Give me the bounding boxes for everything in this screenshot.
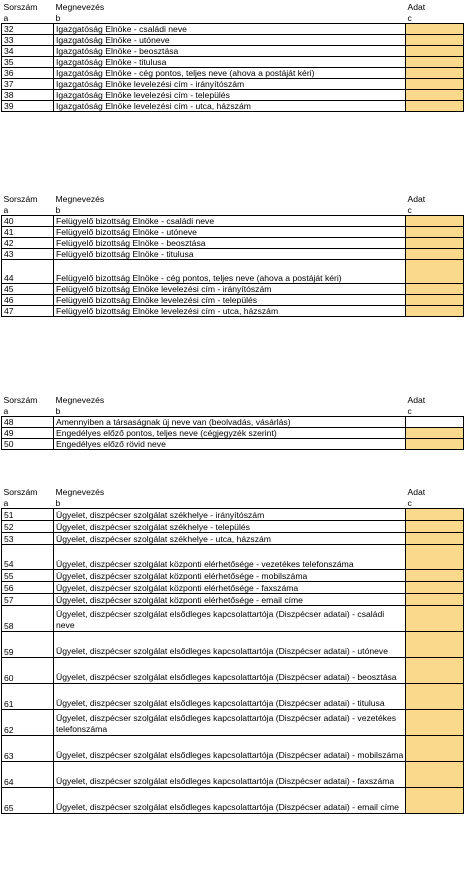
row-label: Amennyiben a társaságnak új neve van (beolvadás, vásárlás) xyxy=(54,416,406,427)
row-label: Ügyelet, diszpécser szolgálat elsődleges kapcsolattartója (Diszpécser adatai) - mobilszáma xyxy=(54,735,406,761)
row-label: Felügyelő bizottság Elnöke levelezési cím - település xyxy=(54,294,406,305)
row-label: Igazgatóság Elnöke - beosztása xyxy=(54,45,406,56)
col-header-megnevezes: Megnevezés xyxy=(55,2,105,12)
row-label: Igazgatóság Elnöke levelezési cím - utca, házszám xyxy=(54,100,406,111)
row-number: 50 xyxy=(2,438,54,449)
col-header-sorszam: Sorszám xyxy=(3,194,38,204)
adat-input-cell[interactable] xyxy=(406,544,464,569)
table-row xyxy=(2,294,464,305)
adat-input-cell[interactable] xyxy=(406,593,464,605)
section-elozo-nev xyxy=(1,393,463,450)
table-row xyxy=(2,283,464,294)
row-number: 39 xyxy=(2,100,54,111)
adat-input-cell[interactable] xyxy=(406,508,464,520)
row-number: 49 xyxy=(2,427,54,438)
adat-input-cell[interactable] xyxy=(406,427,464,438)
row-label: Felügyelő bizottság Elnöke - családi neve xyxy=(54,215,406,226)
section-ugyelet xyxy=(1,485,463,814)
adat-input-cell[interactable] xyxy=(406,520,464,532)
row-number: 54 xyxy=(2,544,54,569)
col-header-adat: Adat xyxy=(407,2,426,12)
table-row xyxy=(2,45,464,56)
adat-input-cell[interactable] xyxy=(406,78,464,89)
col-letter-c: c xyxy=(406,497,464,508)
row-number: 51 xyxy=(2,508,54,520)
row-label: Ügyelet, diszpécser szolgálat központi elérhetősége - mobilszáma xyxy=(54,569,406,581)
adat-input-cell[interactable] xyxy=(406,581,464,593)
row-label: Ügyelet, diszpécser szolgálat elsődleges kapcsolattartója (Diszpécser adatai) - családi neve xyxy=(54,605,406,631)
row-label: Felügyelő bizottság Elnöke levelezési cím - utca, házszám xyxy=(54,305,406,316)
col-letter-a: a xyxy=(2,405,54,416)
row-label: Ügyelet, diszpécser szolgálat elsődleges kapcsolattartója (Diszpécser adatai) - beosztása xyxy=(54,657,406,683)
col-header-sorszam: Sorszám xyxy=(3,2,38,12)
col-header-megnevezes: Megnevezés xyxy=(55,487,105,497)
col-header-sorszam: Sorszám xyxy=(3,487,38,497)
table-row xyxy=(2,100,464,111)
row-label: Ügyelet, diszpécser szolgálat elsődleges kapcsolattartója (Diszpécser adatai) - titulusa xyxy=(54,683,406,709)
adat-input-cell[interactable] xyxy=(406,657,464,683)
table-row xyxy=(2,593,464,605)
row-label: Ügyelet, diszpécser szolgálat központi elérhetősége - vezetékes telefonszáma xyxy=(54,544,406,569)
row-number: 34 xyxy=(2,45,54,56)
row-label: Felügyelő bizottság Elnöke levelezési cím - irányítószám xyxy=(54,283,406,294)
table-row xyxy=(2,683,464,709)
table-row xyxy=(2,305,464,316)
row-number: 45 xyxy=(2,283,54,294)
adat-input-cell[interactable] xyxy=(406,56,464,67)
row-label: Felügyelő bizottság Elnöke - cég pontos, teljes neve (ahova a postáját kéri) xyxy=(54,259,406,283)
row-label: Ügyelet, diszpécser szolgálat elsődleges kapcsolattartója (Diszpécser adatai) - faxszáma xyxy=(54,761,406,787)
adat-input-cell[interactable] xyxy=(406,305,464,316)
table-row xyxy=(2,581,464,593)
table-row xyxy=(2,631,464,657)
table-row xyxy=(2,23,464,34)
row-number: 42 xyxy=(2,237,54,248)
row-label: Igazgatóság Elnöke - családi neve xyxy=(54,23,406,34)
row-number: 59 xyxy=(2,631,54,657)
adat-input-cell[interactable] xyxy=(406,761,464,787)
col-letter-a: a xyxy=(2,497,54,508)
adat-input-cell[interactable] xyxy=(406,569,464,581)
table-row xyxy=(2,438,464,449)
row-label: Ügyelet, diszpécser szolgálat elsődleges kapcsolattartója (Diszpécser adatai) - email címe xyxy=(54,787,406,813)
row-number: 44 xyxy=(2,259,54,283)
row-number: 53 xyxy=(2,532,54,544)
adat-input-cell[interactable] xyxy=(406,89,464,100)
row-number: 43 xyxy=(2,248,54,259)
col-letter-a: a xyxy=(2,204,54,215)
col-header-sorszam: Sorszám xyxy=(3,395,38,405)
row-label: Engedélyes előző pontos, teljes neve (cégjegyzék szerint) xyxy=(54,427,406,438)
adat-input-cell[interactable] xyxy=(406,631,464,657)
table-row xyxy=(2,89,464,100)
table-row xyxy=(2,544,464,569)
row-label: Igazgatóság Elnöke - titulusa xyxy=(54,56,406,67)
table-row xyxy=(2,259,464,283)
col-header-adat: Adat xyxy=(407,194,426,204)
row-label: Igazgatóság Elnöke - utóneve xyxy=(54,34,406,45)
adat-input-cell[interactable] xyxy=(406,100,464,111)
section-felugyelo-bizottsag xyxy=(1,192,463,317)
adat-input-cell[interactable] xyxy=(406,735,464,761)
col-header-megnevezes: Megnevezés xyxy=(55,194,105,204)
table-row xyxy=(2,226,464,237)
row-number: 32 xyxy=(2,23,54,34)
table-row xyxy=(2,761,464,787)
table-row xyxy=(2,787,464,813)
row-number: 37 xyxy=(2,78,54,89)
table-row xyxy=(2,67,464,78)
row-number: 47 xyxy=(2,305,54,316)
table-row xyxy=(2,532,464,544)
row-number: 57 xyxy=(2,593,54,605)
row-label: Igazgatóság Elnöke levelezési cím - település xyxy=(54,89,406,100)
adat-input-cell[interactable] xyxy=(406,237,464,248)
table-row xyxy=(2,248,464,259)
adat-input-cell[interactable] xyxy=(406,34,464,45)
adat-input-cell[interactable] xyxy=(406,215,464,226)
table-row xyxy=(2,237,464,248)
row-label: Ügyelet, diszpécser szolgálat elsődleges kapcsolattartója (Diszpécser adatai) - utóneve xyxy=(54,631,406,657)
row-label: Ügyelet, diszpécser szolgálat székhelye - irányítószám xyxy=(54,508,406,520)
col-letter-b: b xyxy=(54,12,406,23)
adat-input-cell[interactable] xyxy=(406,294,464,305)
adat-input-cell[interactable] xyxy=(406,787,464,813)
row-number: 62 xyxy=(2,709,54,735)
row-number: 35 xyxy=(2,56,54,67)
adat-input-cell[interactable] xyxy=(406,416,464,427)
table-row xyxy=(2,427,464,438)
adat-input-cell[interactable] xyxy=(406,709,464,735)
row-label: Igazgatóság Elnöke - cég pontos, teljes neve (ahova a postáját kéri) xyxy=(54,67,406,78)
row-label: Engedélyes előző rövid neve xyxy=(54,438,406,449)
table-row xyxy=(2,709,464,735)
row-number: 60 xyxy=(2,657,54,683)
col-letter-b: b xyxy=(54,405,406,416)
adat-input-cell[interactable] xyxy=(406,438,464,449)
col-letter-c: c xyxy=(406,12,464,23)
table-row xyxy=(2,508,464,520)
table-row xyxy=(2,605,464,631)
table-row xyxy=(2,215,464,226)
row-label: Ügyelet, diszpécser szolgálat székhelye - utca, házszám xyxy=(54,532,406,544)
row-label: Ügyelet, diszpécser szolgálat központi elérhetősége - faxszáma xyxy=(54,581,406,593)
adat-input-cell[interactable] xyxy=(406,605,464,631)
col-letter-c: c xyxy=(406,204,464,215)
row-label: Ügyelet, diszpécser szolgálat székhelye - település xyxy=(54,520,406,532)
adat-input-cell[interactable] xyxy=(406,226,464,237)
table-row xyxy=(2,657,464,683)
row-label: Ügyelet, diszpécser szolgálat elsődleges kapcsolattartója (Diszpécser adatai) - vezetékes telefonszáma xyxy=(54,709,406,735)
table-row xyxy=(2,78,464,89)
row-label: Felügyelő bizottság Elnöke - utóneve xyxy=(54,226,406,237)
table-row xyxy=(2,56,464,67)
col-letter-b: b xyxy=(54,204,406,215)
row-number: 55 xyxy=(2,569,54,581)
table-row xyxy=(2,34,464,45)
adat-input-cell[interactable] xyxy=(406,259,464,283)
row-number: 46 xyxy=(2,294,54,305)
col-header-megnevezes: Megnevezés xyxy=(55,395,105,405)
table-row xyxy=(2,735,464,761)
row-number: 41 xyxy=(2,226,54,237)
row-label: Felügyelő bizottság Elnöke - titulusa xyxy=(54,248,406,259)
row-label: Igazgatóság Elnöke levelezési cím - irányítószám xyxy=(54,78,406,89)
adat-input-cell[interactable] xyxy=(406,283,464,294)
adat-input-cell[interactable] xyxy=(406,45,464,56)
table-row xyxy=(2,520,464,532)
row-number: 61 xyxy=(2,683,54,709)
table-row xyxy=(2,569,464,581)
col-header-adat: Adat xyxy=(407,487,426,497)
table-row xyxy=(2,416,464,427)
adat-input-cell[interactable] xyxy=(406,532,464,544)
col-letter-a: a xyxy=(2,12,54,23)
row-number: 63 xyxy=(2,735,54,761)
row-number: 65 xyxy=(2,787,54,813)
row-number: 40 xyxy=(2,215,54,226)
adat-input-cell[interactable] xyxy=(406,683,464,709)
adat-input-cell[interactable] xyxy=(406,23,464,34)
col-letter-b: b xyxy=(54,497,406,508)
section-igazgatosag xyxy=(1,0,463,112)
row-label: Felügyelő bizottság Elnöke - beosztása xyxy=(54,237,406,248)
row-number: 36 xyxy=(2,67,54,78)
adat-input-cell[interactable] xyxy=(406,248,464,259)
col-letter-c: c xyxy=(406,405,464,416)
row-number: 33 xyxy=(2,34,54,45)
row-number: 48 xyxy=(2,416,54,427)
adat-input-cell[interactable] xyxy=(406,67,464,78)
row-number: 52 xyxy=(2,520,54,532)
col-header-adat: Adat xyxy=(407,395,426,405)
row-number: 56 xyxy=(2,581,54,593)
row-number: 64 xyxy=(2,761,54,787)
row-number: 58 xyxy=(2,605,54,631)
row-number: 38 xyxy=(2,89,54,100)
row-label: Ügyelet, diszpécser szolgálat központi elérhetősége - email címe xyxy=(54,593,406,605)
